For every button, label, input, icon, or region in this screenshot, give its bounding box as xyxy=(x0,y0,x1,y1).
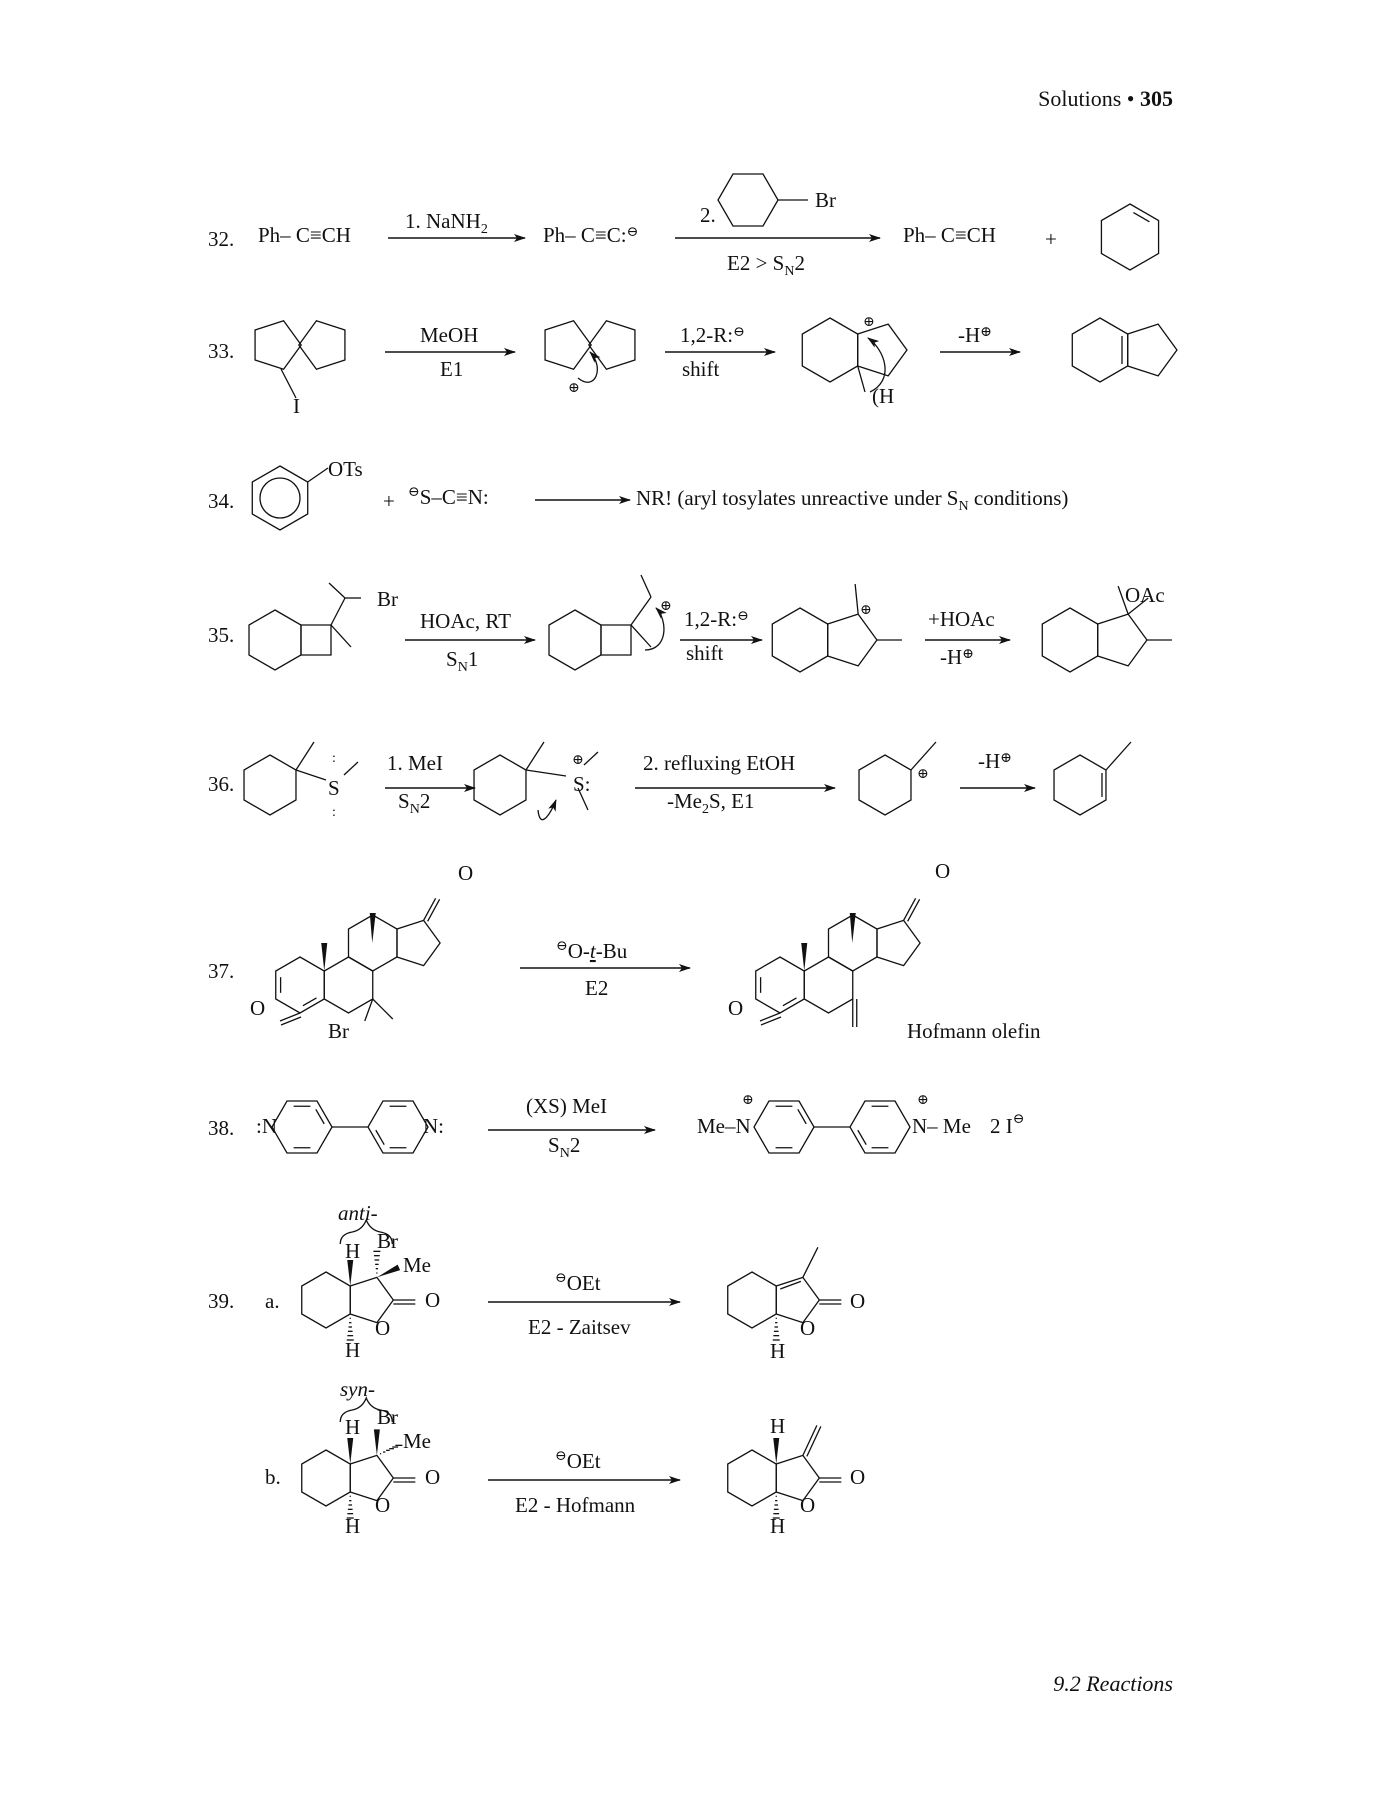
cyclohexane-ring xyxy=(302,1450,350,1506)
mechanism-label: $S_N2$ xyxy=(398,789,431,817)
problem-number-36: 36. xyxy=(208,772,235,796)
tosylate-label: OTs xyxy=(328,457,363,481)
pyridine-nitrogen: N: xyxy=(423,1114,444,1138)
carbonyl-oxygen: O xyxy=(850,1289,866,1313)
bond xyxy=(803,1247,818,1277)
hydrogen-label: H xyxy=(770,1414,786,1438)
plus-sign: + xyxy=(383,489,395,513)
pyridine-ring xyxy=(272,1101,332,1153)
deprotonation-label: -H⊕ xyxy=(958,323,992,347)
base-label: ⊖OEt xyxy=(555,1449,601,1473)
ring-oxygen: O xyxy=(375,1316,391,1340)
bromine-label: Br xyxy=(377,1405,398,1429)
cyclohexane-ring xyxy=(728,1272,776,1328)
carbonyl-bond xyxy=(760,1013,780,1021)
problem-number-37: 37. xyxy=(208,959,235,983)
reagent-label: 2. refluxing EtOH xyxy=(643,751,796,775)
bond xyxy=(329,583,345,598)
oxygen-label: O xyxy=(458,861,474,885)
methyl-label: Me xyxy=(403,1253,431,1277)
ring-oxygen: O xyxy=(800,1316,816,1340)
reagent-label: +HOAc xyxy=(928,607,995,631)
hydrogen-label: H xyxy=(345,1239,361,1263)
pyridine-ring xyxy=(754,1101,814,1153)
steroid-ring xyxy=(324,957,372,1013)
hydrogen-label: (H xyxy=(872,384,895,408)
cyclopentanone-ring xyxy=(397,920,440,965)
bromine-label: Br xyxy=(377,1229,398,1253)
carbonyl-oxygen: O xyxy=(850,1465,866,1489)
running-header: Solutions • 305 xyxy=(1038,86,1173,111)
carbonyl-bond xyxy=(280,1013,300,1021)
pyridine-ring xyxy=(850,1101,910,1153)
carbocation-charge: ⊕ xyxy=(568,381,580,396)
base-label: ⊖OEt xyxy=(555,1271,601,1295)
plus-sign: + xyxy=(1045,227,1057,251)
lone-pair: : xyxy=(332,751,336,766)
pyridine-nitrogen: :N xyxy=(256,1114,277,1138)
mechanism-label: E2 xyxy=(585,976,609,1000)
bond xyxy=(308,468,328,482)
mechanism-label: E2 - Hofmann xyxy=(515,1493,636,1517)
hydrogen-label: H xyxy=(770,1339,786,1363)
cyclobutane-ring xyxy=(301,625,331,655)
carbocation-charge: ⊕ xyxy=(860,603,872,618)
cyclohexane-ring xyxy=(244,755,296,815)
cyclohexene-ring xyxy=(1101,204,1158,270)
problem-number-33: 33. xyxy=(208,339,235,363)
shift-label: 1,2-R:⊖ xyxy=(680,323,745,347)
methyl-wedge xyxy=(850,913,856,943)
condition-label: $-Me_2S$, E1 xyxy=(667,789,755,817)
pyridine-ring xyxy=(368,1101,428,1153)
acetate-label: OAc xyxy=(1125,583,1165,607)
pyridinium-charge: ⊕ xyxy=(742,1093,754,1108)
cyclohexane-ring xyxy=(1054,755,1106,815)
cyclohexane-ring xyxy=(302,1272,350,1328)
mechanism-label: $S_N2$ xyxy=(548,1133,581,1161)
methyl-wedge xyxy=(801,943,807,971)
iodide-counterion: 2 I⊖ xyxy=(990,1112,1025,1138)
cyclopentanone-ring xyxy=(877,920,920,965)
wedge-bond-h xyxy=(347,1260,353,1286)
hydrogen-label: H xyxy=(345,1415,361,1439)
steroid-ring xyxy=(804,957,852,1013)
mechanism-label: $S_N1$ xyxy=(446,647,479,675)
stereo-label: syn- xyxy=(340,1377,375,1401)
bond xyxy=(331,625,351,647)
methyl-wedge xyxy=(321,943,327,971)
step-number: 2. xyxy=(700,203,716,227)
oxygen-label: O xyxy=(728,996,744,1020)
ring-oxygen: O xyxy=(800,1493,816,1517)
bond xyxy=(1106,742,1131,770)
bond xyxy=(631,597,651,625)
cyclobutane-ring xyxy=(601,625,631,655)
lone-pair: : xyxy=(332,805,336,820)
pyridinium-charge: ⊕ xyxy=(917,1093,929,1108)
cyclopentene-ring xyxy=(1128,324,1177,376)
thiocyanate-nucleophile: ⊖S–C≡N: xyxy=(408,485,489,509)
shift-label-bottom: shift xyxy=(682,357,720,381)
cyclohexane-ring xyxy=(474,755,526,815)
bond xyxy=(331,598,345,625)
reagent-label: 1. NaNH$_2$ xyxy=(405,209,488,237)
problem-number-34: 34. xyxy=(208,489,235,513)
methyl-wedge xyxy=(370,913,376,943)
wedge-bond-br xyxy=(374,1429,380,1455)
cyclohexyl-bromide-ring xyxy=(718,174,778,226)
aromatic-circle xyxy=(260,478,300,518)
condition-label: $E2 > S_N2$ xyxy=(727,251,805,279)
part-b-label: b. xyxy=(265,1465,281,1489)
problem-number-35: 35. xyxy=(208,623,235,647)
cyclopentane-ring xyxy=(858,324,907,376)
cyclohexane-ring xyxy=(249,610,301,670)
spiro-ring xyxy=(545,321,591,370)
bond xyxy=(526,742,544,770)
cyclohexane-ring xyxy=(1072,318,1127,382)
carbonyl-oxygen: O xyxy=(425,1465,441,1489)
reagent-label: MeOH xyxy=(420,323,479,347)
sulfonium-label: S: xyxy=(573,772,591,796)
spiro-ring xyxy=(299,321,345,370)
deprotonation-label: -H⊕ xyxy=(940,645,974,669)
hydrogen-label: H xyxy=(770,1514,786,1538)
problem-number-39: 39. xyxy=(208,1289,235,1313)
carbocation-charge: ⊕ xyxy=(863,315,875,330)
wedge-bond-me xyxy=(377,1265,400,1278)
reagent-label: (XS) MeI xyxy=(526,1094,608,1118)
ring-oxygen: O xyxy=(375,1493,391,1517)
shift-label: 1,2-R:⊖ xyxy=(684,607,749,631)
problem-number-32: 32. xyxy=(208,227,235,251)
bond xyxy=(296,770,326,780)
mechanism-label: E1 xyxy=(440,357,464,381)
bromine-label: Br xyxy=(377,587,398,611)
sulfur-label: S xyxy=(328,776,340,800)
acetylide-intermediate: Ph– C≡C:⊖ xyxy=(543,223,639,247)
running-footer: 9.2 Reactions xyxy=(1053,1671,1173,1696)
sulfonium-charge: ⊕ xyxy=(572,753,584,768)
phenylacetylene-product: Ph– C≡CH xyxy=(903,223,996,247)
methyl-label: Me xyxy=(403,1429,431,1453)
bond xyxy=(911,742,936,770)
cyclohexane-ring xyxy=(549,610,601,670)
cyclohexane-ring xyxy=(802,318,857,382)
bond xyxy=(631,625,651,647)
problem-number-38: 38. xyxy=(208,1116,235,1140)
cyclohexane-ring xyxy=(859,755,911,815)
hydrogen-label: H xyxy=(345,1514,361,1538)
hydrogen-label: H xyxy=(345,1338,361,1362)
carbocation-charge: ⊕ xyxy=(660,599,672,614)
iodine-label: I xyxy=(293,394,300,418)
cyclohexane-ring xyxy=(1042,608,1097,672)
wedge-bond-h xyxy=(773,1438,779,1464)
wedge-bond-h xyxy=(347,1438,353,1464)
methylpyridinium-right: N– Me xyxy=(912,1114,971,1138)
carbonyl-oxygen: O xyxy=(425,1288,441,1312)
carbonyl-bond xyxy=(761,1017,781,1025)
oxygen-label: O xyxy=(250,996,266,1020)
carbocation-charge: ⊕ xyxy=(917,767,929,782)
no-reaction-note: NR! (aryl tosylates unreactive under $S_N$ conditions) xyxy=(636,486,1069,514)
bromine-label: Br xyxy=(328,1019,349,1043)
bromine-label: Br xyxy=(815,188,836,212)
cyclohexane-ring xyxy=(772,608,827,672)
bond xyxy=(344,762,358,775)
bond xyxy=(641,575,651,597)
steroid-ring xyxy=(756,957,804,1013)
oxygen-label: O xyxy=(935,859,951,883)
bond xyxy=(584,752,598,765)
steroid-ring xyxy=(276,957,324,1013)
phenylacetylene-start: Ph– C≡CH xyxy=(258,223,351,247)
mechanism-label: E2 - Zaitsev xyxy=(528,1315,631,1339)
double-bond xyxy=(780,1281,801,1289)
base-label: ⊖O-t-Bu xyxy=(556,939,628,963)
reagent-label: HOAc, RT xyxy=(420,609,511,633)
bond xyxy=(855,584,858,614)
curved-arrow xyxy=(538,800,556,820)
carbonyl-bond xyxy=(281,1017,301,1025)
methylpyridinium-left: Me–N xyxy=(697,1114,751,1138)
bond xyxy=(373,999,393,1019)
product-label: Hofmann olefin xyxy=(907,1019,1041,1043)
stereo-label: anti- xyxy=(338,1201,378,1225)
deprotonation-label: -H⊕ xyxy=(978,749,1012,773)
reagent-label: 1. MeI xyxy=(387,751,443,775)
bond xyxy=(296,742,314,770)
spiro-ring xyxy=(255,321,301,370)
curved-arrow xyxy=(578,352,597,382)
bond xyxy=(858,366,865,392)
cyclopentane-ring xyxy=(828,614,877,666)
bond xyxy=(526,770,566,776)
cyclopentane-ring xyxy=(1098,614,1147,666)
shift-label-bottom: shift xyxy=(686,641,724,665)
part-a-label: a. xyxy=(265,1289,280,1313)
cyclohexane-ring xyxy=(728,1450,776,1506)
